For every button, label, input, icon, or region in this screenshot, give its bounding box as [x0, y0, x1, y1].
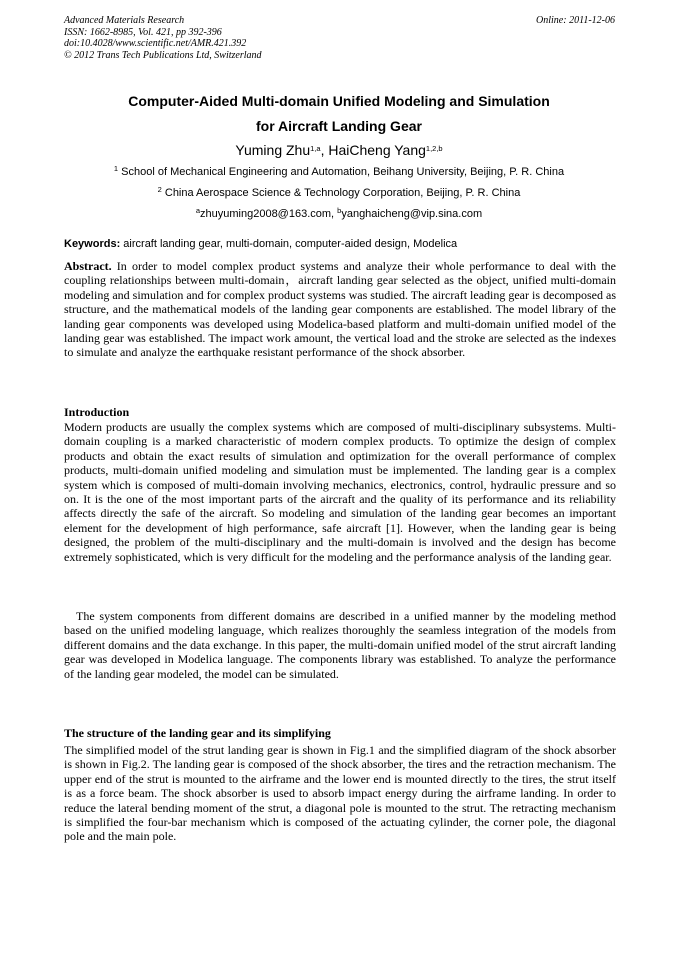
abstract-label: Abstract.	[64, 259, 112, 273]
introduction-paragraph-1: Modern products are usually the complex systems which are composed of multi-disciplinary subsystems. Multi-domain coupling is a marked characteristic of modern complex products. To optimize the design of complex products and obtain the exact results of simulation and optimization for the overall performance of complex products, multi-domain unified modeling and simulation must be implemented. The landing gear is a complex system which is composed of multi-domain involving mechanics, electronics, control, hydraulic pressure and so on. It is the one of the most important parts of the aircraft and the quality of its performance and its reliability affects directly the safe of the aircraft. So modeling and simulation of the landing gear becomes an important element for the development of high performance, safe aircraft [1]. However, when the landing gear is being designed, the problem of the multi-disciplinary and the multi-domain is involved and the design has become extremely sophisticated, which is very difficult for the modeling and the performance analysis of the landing gear.	[64, 420, 616, 564]
author-1-affiliation-mark: 1,a	[310, 144, 321, 153]
email-b-mark: b	[337, 206, 342, 215]
abstract-text: In order to model complex product systems and analyze their whole performance to deal with the coupling relationships between multi-domain，aircraft landing gear selected as the object, unified multi-domain modeling and simulation and for complex product systems was studied. The aircraft leading gear is decomposed as structure, and the mathematical models of the landing gear components are established. The model library of the landing gear components was developed using Modelica-based platform and multi-domain unified model of the landing gear was established. The impact work amount, the vertical load and the stroke are selected as the indexes to simulate and analyze the earthquake resistant performance of the shock absorber.	[64, 259, 616, 360]
journal-name: Advanced Materials Research	[64, 15, 185, 26]
affiliation-1-number: 1	[113, 164, 119, 173]
affiliation-1-text: School of Mechanical Engineering and Automation, Beihang University, Beijing, P. R. China	[118, 166, 565, 178]
title-line-2: for Aircraft Landing Gear	[256, 118, 422, 134]
keywords	[64, 237, 616, 251]
introduction-heading: Introduction	[64, 405, 130, 419]
author-2-affiliation-mark: 1,2,b	[425, 144, 443, 153]
author-2: HaiCheng Yang	[328, 142, 426, 158]
paper-title	[40, 89, 638, 139]
introduction-paragraph-2: The system components from different domains are described in a unified manner by the modeling method based on the unified modeling language, which realizes thoroughly the seamless integration of the models from different domains and the data exchange. In this paper, the multi-domain unified model of the strut aircraft landing gear was developed in Modelica language. The components library was established. To analyze the performance of the landing gear modeled, the model can be simulated.	[64, 609, 616, 681]
title-line-1: Computer-Aided Multi-domain Unified Modeling and Simulation	[128, 93, 550, 109]
author-list	[40, 142, 638, 158]
keywords-label: Keywords:	[64, 238, 121, 250]
email-b[interactable]: yanghaicheng@vip.sina.com	[341, 208, 483, 220]
issn-line: ISSN: 1662-8985, Vol. 421, pp 392-396	[64, 26, 222, 38]
email-a-mark: a	[195, 206, 201, 215]
abstract	[64, 259, 616, 360]
journal-header	[64, 15, 262, 61]
author-1: Yuming Zhu	[235, 142, 311, 158]
affiliation-1	[30, 165, 648, 179]
online-date: Online: 2011-12-06	[536, 15, 615, 26]
affiliation-2-number: 2	[157, 185, 162, 194]
affiliation-2	[30, 186, 648, 200]
affiliation-2-text: China Aerospace Science & Technology Corporation, Beijing, P. R. China	[161, 187, 521, 199]
structure-heading: The structure of the landing gear and its simplifying	[64, 726, 331, 740]
author-separator: ,	[320, 142, 329, 158]
structure-paragraph-1: The simplified model of the strut landing gear is shown in Fig.1 and the simplified diagram of the shock absorber is shown in Fig.2. The landing gear is composed of the shock absorber, the tires and the retraction mechanism. The upper end of the strut is mounted to the airframe and the lower end is mounted directly to the tires, the strut itself is as a force beam. The shock absorber is used to absorb impact energy during the airframe landing. In order to reduce the lateral bending moment of the strut, a diagonal pole is mounted to the strut. The retracting mechanism is simplified the four-bar mechanism which is composed of the actuating cylinder, the corner pole, the diagonal pole and the main pole.	[64, 743, 616, 844]
copyright-line: © 2012 Trans Tech Publications Ltd, Switzerland	[64, 49, 262, 61]
author-emails	[30, 207, 648, 221]
keywords-text: aircraft landing gear, multi-domain, computer-aided design, Modelica	[120, 238, 458, 250]
email-a[interactable]: zhuyuming2008@163.com,	[200, 208, 338, 220]
doi-line[interactable]: doi:10.4028/www.scientific.net/AMR.421.392	[64, 38, 247, 50]
